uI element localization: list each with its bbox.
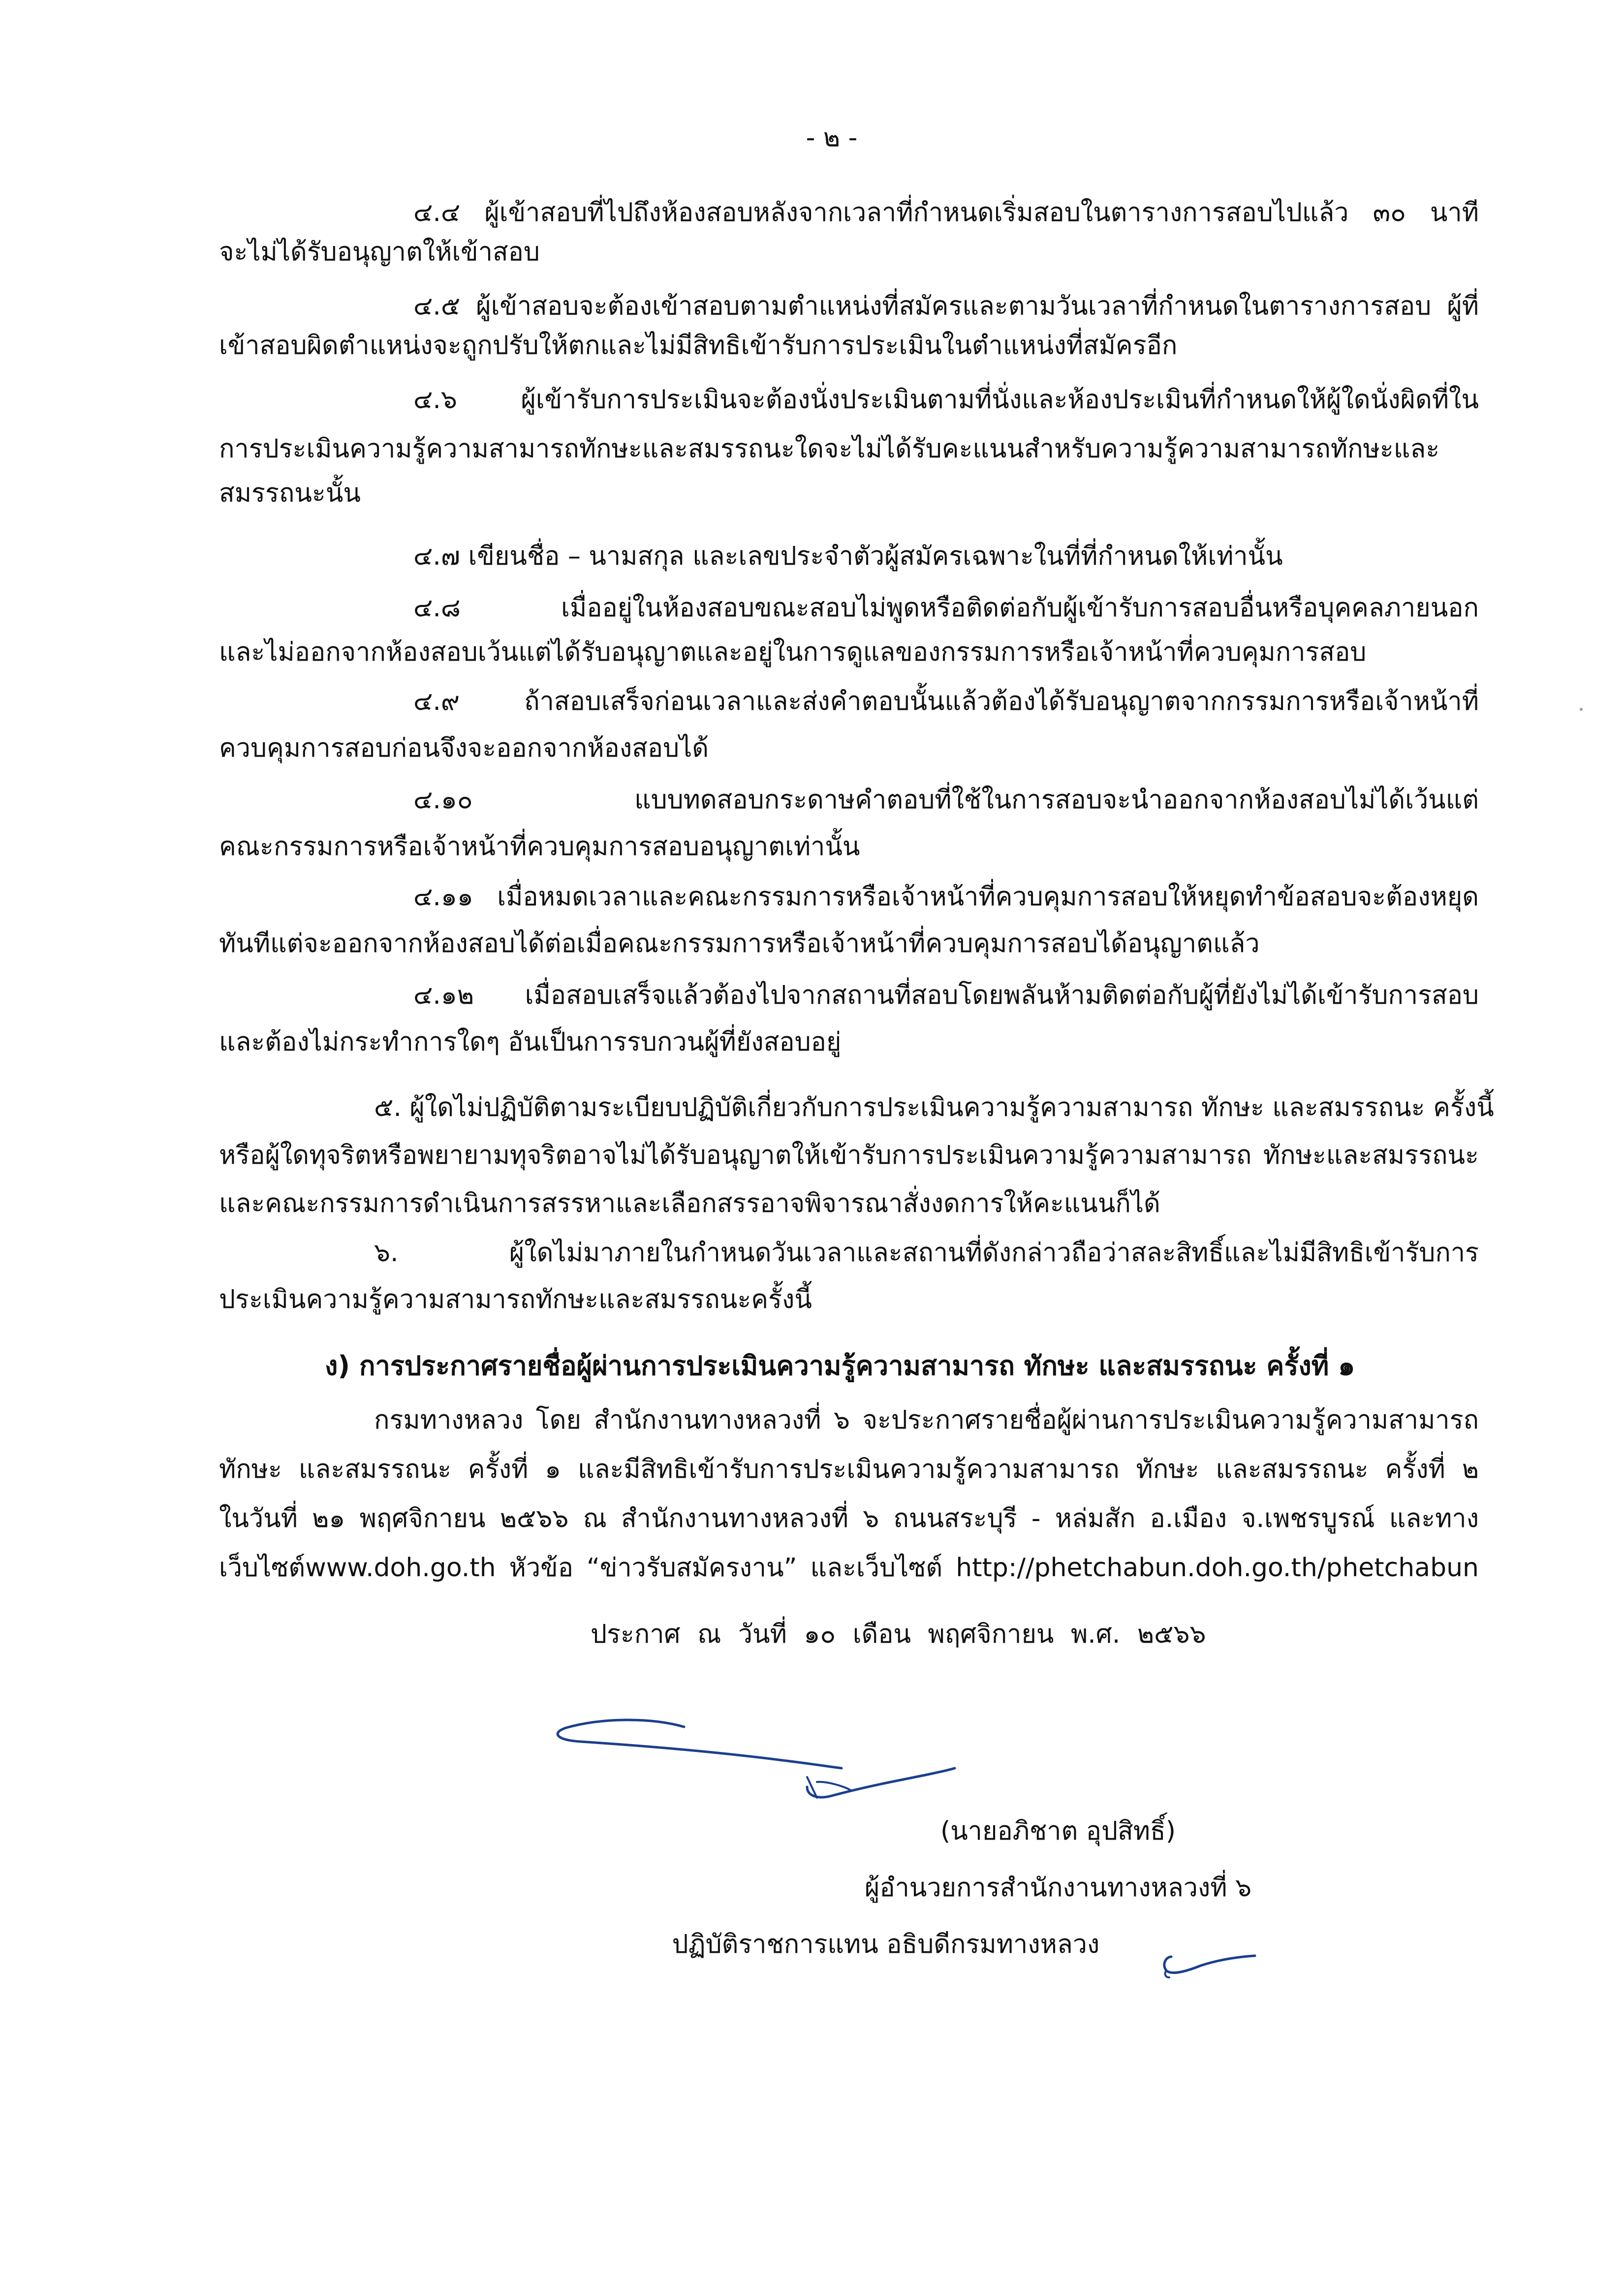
rule-4-9: ๔.๙ ถ้าสอบเสร็จก่อนเวลาและส่งคำตอบนั้นแล้วต้องได้รับอนุญาตจากกรรมการหรือเจ้าหน้าที่ xyxy=(413,687,1479,716)
signer-position: ผู้อำนวยการสำนักงานทางหลวงที่ ๖ xyxy=(864,1873,1252,1903)
initial-mark xyxy=(1152,1937,1260,1981)
scan-speck xyxy=(1580,708,1583,711)
rule-4-6-cont-2: สมรรถนะนั้น xyxy=(219,478,361,508)
announcement-cont-2: ในวันที่ ๒๑ พฤศจิกายน ๒๕๖๖ ณ สำนักงานทางหลวงที่ ๖ ถนนสระบุรี - หล่มสัก อ.เมือง จ.เพชรบูรณ์ และทาง xyxy=(219,1504,1479,1533)
section-heading: ง) การประกาศรายชื่อผู้ผ่านการประเมินความรู้ความสามารถ ทักษะ และสมรรถนะ ครั้งที่ ๑ xyxy=(325,1350,1355,1381)
signer-name: (นายอภิชาต อุปสิทธิ์) xyxy=(940,1816,1176,1846)
rule-4-10-cont: คณะกรรมการหรือเจ้าหน้าที่ควบคุมการสอบอนุญาตเท่านั้น xyxy=(219,832,860,861)
date-line: ประกาศ ณ วันที่ ๑๐ เดือน พฤศจิกายน พ.ศ. ๒๕๖๖ xyxy=(591,1620,1206,1649)
announcement-cont-1: ทักษะ และสมรรถนะ ครั้งที่ ๑ และมีสิทธิเข้ารับการประเมินความรู้ความสามารถ ทักษะ และสมรรถนะ ครั้งที่ ๒ xyxy=(219,1455,1479,1484)
rule-4-11-cont: ทันทีแต่จะออกจากห้องสอบได้ต่อเมื่อคณะกรรมการหรือเจ้าหน้าที่ควบคุมการสอบได้อนุญาตแล้ว xyxy=(219,929,1260,958)
rule-4-5-cont: เข้าสอบผิดตำแหน่งจะถูกปรับให้ตกและไม่มีสิทธิเข้ารับการประเมินในตำแหน่งที่สมัครอีก xyxy=(219,331,1178,360)
announcement-cont-3: เว็บไซต์www.doh.go.th หัวข้อ “ข่าวรับสมัครงาน” และเว็บไซต์ http://phetchabun.doh.go.th/phetchabun xyxy=(219,1553,1479,1583)
clause-5-cont-2: และคณะกรรมการดำเนินการสรรหาและเลือกสรรอาจพิจารณาสั่งงดการให้คะแนนก็ได้ xyxy=(219,1189,1160,1218)
rule-4-12: ๔.๑๒ เมื่อสอบเสร็จแล้วต้องไปจากสถานที่สอบโดยพลันห้ามติดต่อกับผู้ที่ยังไม่ได้เข้ารับการสอบ xyxy=(413,981,1479,1010)
rule-4-12-cont: และต้องไม่กระทำการใดๆ อันเป็นการรบกวนผู้ที่ยังสอบอยู่ xyxy=(219,1027,842,1057)
clause-5: ๕. ผู้ใดไม่ปฏิบัติตามระเบียบปฏิบัติเกี่ยวกับการประเมินความรู้ความสามารถ ทักษะ และสมรรถนะ ครั้งนี้ xyxy=(374,1093,1494,1122)
clause-5-cont-1: หรือผู้ใดทุจริตหรือพยายามทุจริตอาจไม่ได้รับอนุญาตให้เข้ารับการประเมินความรู้ความสามารถ ทักษะและสมรรถนะ xyxy=(219,1141,1479,1170)
page-number: - ๒ - xyxy=(806,123,858,153)
clause-6-cont: ประเมินความรู้ความสามารถทักษะและสมรรถนะครั้งนี้ xyxy=(219,1285,812,1314)
rule-4-7: ๔.๗ เขียนชื่อ – นามสกุล และเลขประจำตัวผู้สมัครเฉพาะในที่ที่กำหนดให้เท่านั้น xyxy=(413,541,1283,571)
rule-4-5: ๔.๕ ผู้เข้าสอบจะต้องเข้าสอบตามตำแหน่งที่สมัครและตามวันเวลาที่กำหนดในตารางการสอบ ผู้ที่ xyxy=(413,291,1479,321)
rule-4-4: ๔.๔ ผู้เข้าสอบที่ไปถึงห้องสอบหลังจากเวลาที่กำหนดเริ่มสอบในตารางการสอบไปแล้ว ๓๐ นาที xyxy=(413,198,1479,227)
rule-4-8: ๔.๘ เมื่ออยู่ในห้องสอบขณะสอบไม่พูดหรือติดต่อกับผู้เข้ารับการสอบอื่นหรือบุคคลภายนอก xyxy=(413,593,1479,623)
rule-4-4-cont: จะไม่ได้รับอนุญาตให้เข้าสอบ xyxy=(219,237,540,267)
announcement: กรมทางหลวง โดย สำนักงานทางหลวงที่ ๖ จะประกาศรายชื่อผู้ผ่านการประเมินความรู้ความสามารถ xyxy=(374,1405,1479,1435)
rule-4-11: ๔.๑๑ เมื่อหมดเวลาและคณะกรรมการหรือเจ้าหน้าที่ควบคุมการสอบให้หยุดทำข้อสอบจะต้องหยุด xyxy=(413,882,1479,912)
rule-4-8-cont: และไม่ออกจากห้องสอบเว้นแต่ได้รับอนุญาตและอยู่ในการดูแลของกรรมการหรือเจ้าหน้าที่ควบคุมการสอบ xyxy=(219,637,1367,667)
rule-4-9-cont: ควบคุมการสอบก่อนจึงจะออกจากห้องสอบได้ xyxy=(219,733,709,763)
signer-acting: ปฏิบัติราชการแทน อธิบดีกรมทางหลวง xyxy=(672,1930,1100,1959)
rule-4-10: ๔.๑๐ แบบทดสอบกระดาษคำตอบที่ใช้ในการสอบจะนำออกจากห้องสอบไม่ได้เว้นแต่ xyxy=(413,785,1479,815)
rule-4-6-cont-1: การประเมินความรู้ความสามารถทักษะและสมรรถนะใดจะไม่ได้รับคะแนนสำหรับความรู้ความสามารถทักษะและ xyxy=(219,434,1440,464)
rule-4-6: ๔.๖ ผู้เข้ารับการประเมินจะต้องนั่งประเมินตามที่นั่งและห้องประเมินที่กำหนดให้ผู้ใดนั่งผิดที่ใน xyxy=(413,385,1479,414)
clause-6: ๖. ผู้ใดไม่มาภายในกำหนดวันเวลาและสถานที่ดังกล่าวถือว่าสละสิทธิ์และไม่มีสิทธิเข้ารับการ xyxy=(374,1238,1479,1268)
